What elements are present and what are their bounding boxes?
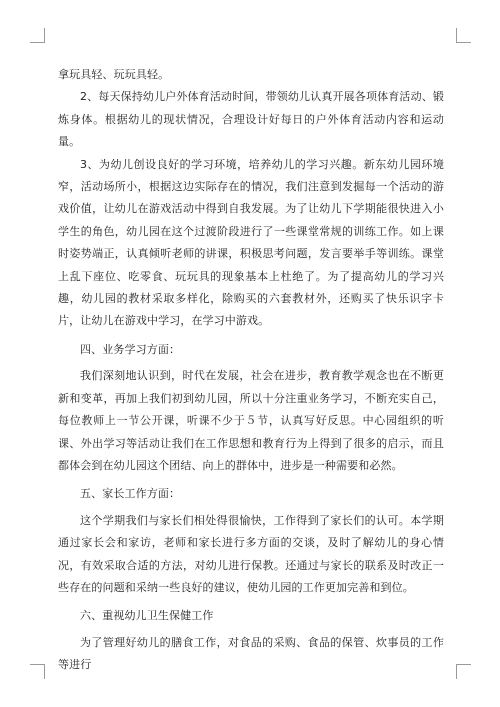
crop-mark-top-right [456, 28, 471, 43]
paragraph-continued: 拿玩具轻、玩玩具轻。 [58, 68, 170, 81]
paragraph-item-3: 3、为幼儿创设良好的学习环境，培养幼儿的学习兴趣。新东幼儿园环境窄，活动场所小，根据这边实际存在的情况，我们注意到发掘每一个活动的游戏价值，让幼儿在游戏活动中得到自我发展。为了让幼儿下学期能很快进入小学生的角色，幼儿园在这个过渡阶段进行了一些课堂常规的训练工作。如上课时姿势端正，认真倾听老师的讲课，积极思考问题，发言要举手等训练。课堂上乱下座位、吃零食、玩玩具的现象基本上杜绝了。为了提高幼儿的学习兴趣，幼儿园的教材采取多样化，除购买的六套教材外，还购买了快乐识字卡片，让幼儿在游戏中学习，在学习中游戏。 [58, 157, 444, 328]
paragraph-business-study: 我们深刻地认识到，时代在发展，社会在进步，教育教学观念也在不断更新和变革，再加上我们初到幼儿园，所以十分注重业务学习，不断充实自己，每位教师上一节公开课，听课不少于５节，认真写好反思。中心园组织的听课、外出学习等活动让我们在工作思想和教育行为上得到了很多的启示，而且都体会到在幼儿园这个团结、向上的群体中，进步是一种需要和必然。 [58, 369, 444, 472]
crop-mark-bottom-left [30, 664, 45, 679]
section-heading-health-care: 六、重视幼儿卫生保健工作 [80, 609, 214, 623]
paragraph-health-care: 为了管理好幼儿的膳食工作，对食品的采购、食品的保管、炊事员的工作等进行 [58, 635, 444, 672]
paragraph-item-2: 2、每天保持幼儿户外体育活动时间，带领幼儿认真开展各项体育活动、锻炼身体。根据幼儿的现状情况，合理设计好每日的户外体育活动内容和运动量。 [58, 90, 444, 149]
crop-mark-bottom-right [456, 664, 471, 679]
crop-mark-top-left [30, 28, 45, 43]
document-body [58, 64, 444, 677]
paragraph-parent-work: 这个学期我们与家长们相处得很愉快，工作得到了家长们的认可。本学期通过家长会和家访，老师和家长进行多方面的交谈，及时了解幼儿的身心情况，有效采取合适的方法，对幼儿进行保教。还通过与家长的联系及时改正一些存在的问题和采纳一些良好的建议，使幼儿园的工作更加完善和到位。 [58, 513, 444, 594]
section-heading-business-study: 四、业务学习方面： [80, 342, 181, 356]
section-heading-parent-work: 五、家长工作方面： [80, 487, 181, 501]
